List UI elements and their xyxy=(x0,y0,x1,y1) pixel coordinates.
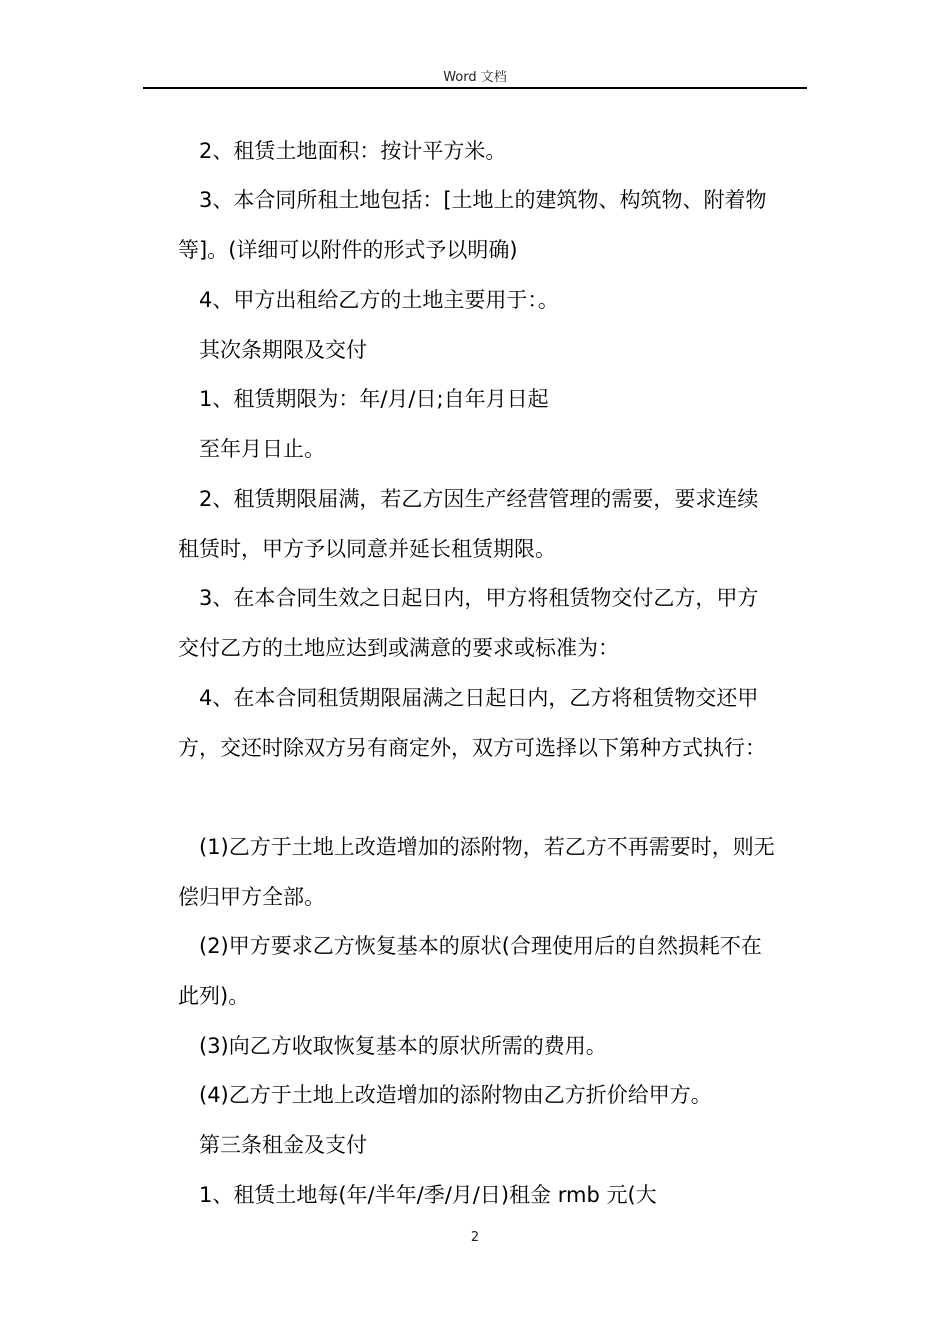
paragraph-line: 3、在本合同生效之日起日内，甲方将租赁物交付乙方，甲方 xyxy=(199,586,759,610)
paragraph-line: (1)乙方于土地上改造增加的添附物，若乙方不再需要时，则无 xyxy=(199,835,775,859)
paragraph-line: (2)甲方要求乙方恢复基本的原状(合理使用后的自然损耗不在 xyxy=(199,934,762,958)
paragraph-line: 4、在本合同租赁期限届满之日起日内，乙方将租赁物交还甲 xyxy=(199,686,759,710)
paragraph-line: 偿归甲方全部。 xyxy=(178,885,325,909)
paragraph-line: 2、租赁土地面积：按计平方米。 xyxy=(199,139,507,163)
header-divider xyxy=(143,87,807,89)
paragraph-line: 4、甲方出租给乙方的土地主要用于：。 xyxy=(199,288,559,312)
paragraph-line: 至年月日止。 xyxy=(199,437,325,461)
paragraph-line: 3、本合同所租土地包括：[土地上的建筑物、构筑物、附着物 xyxy=(199,188,767,212)
paragraph-line: 等]。(详细可以附件的形式予以明确) xyxy=(178,238,518,262)
paragraph-line: (4)乙方于土地上改造增加的添附物由乙方折价给甲方。 xyxy=(199,1083,712,1107)
paragraph-line: 方，交还时除双方另有商定外，双方可选择以下第种方式执行： xyxy=(178,736,766,760)
document-header-title: Word 文档 xyxy=(443,70,507,85)
page-number: 2 xyxy=(470,1230,480,1245)
paragraph-line: 2、租赁期限届满，若乙方因生产经营管理的需要，要求连续 xyxy=(199,487,759,511)
paragraph-line: 租赁时，甲方予以同意并延长租赁期限。 xyxy=(178,537,556,561)
paragraph-line: 交付乙方的土地应达到或满意的要求或标准为： xyxy=(178,636,619,660)
paragraph-line: 1、租赁土地每(年/半年/季/月/日)租金 rmb 元(大 xyxy=(199,1183,657,1207)
section-heading: 第三条租金及支付 xyxy=(199,1133,367,1157)
paragraph-line: (3)向乙方收取恢复基本的原状所需的费用。 xyxy=(199,1034,607,1058)
paragraph-line: 1、租赁期限为：年/月/日;自年月日起 xyxy=(199,387,549,411)
paragraph-line: 此列)。 xyxy=(178,984,250,1008)
section-heading: 其次条期限及交付 xyxy=(199,338,367,362)
